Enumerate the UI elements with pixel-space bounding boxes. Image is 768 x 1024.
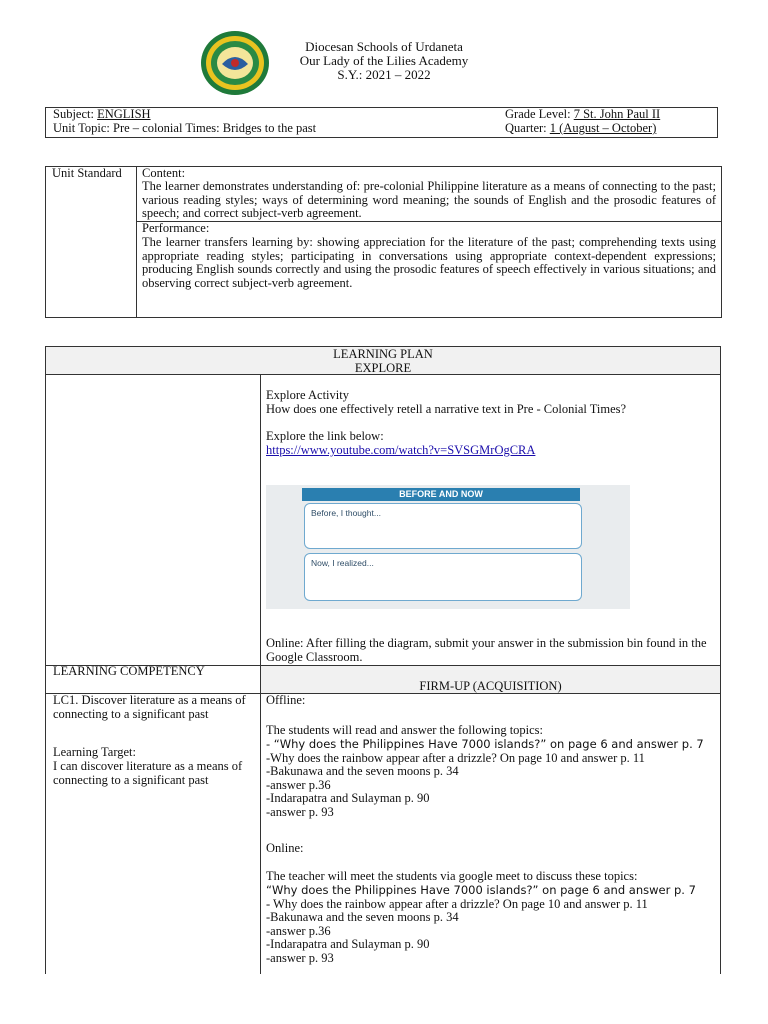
before-and-now-diagram [266,485,630,609]
unit-standard-label: Unit Standard [52,166,122,180]
quarter: Quarter: 1 (August – October) [505,121,657,135]
school-year: S.Y.: 2021 – 2022 [337,67,431,82]
academy-name: Our Lady of the Lilies Academy [299,53,469,68]
content-text: The learner demonstrates understanding of: pre-colonial Philippine literature as a means of connecting to the past; various reading styles; ways of determining word meaning; the sounds of English and the prosodic features of speech; and correct subject-verb agreement. [142,179,716,220]
before-thought-box[interactable]: Before, I thought... [304,503,582,549]
grade-value: 7 St. John Paul II [573,107,661,121]
explore-heading: EXPLORE [354,360,412,375]
list-item: - Why does the rainbow appear after a drizzle? On page 10 and answer p. 11 [266,896,648,911]
explore-activity: Explore Activity [266,388,349,402]
subject-line: Subject: ENGLISH [53,107,151,121]
explore-video-link[interactable]: https://www.youtube.com/watch?v=SVSGMrOgCRA [266,443,536,457]
offline-list [266,738,704,819]
explore-question: How does one effectively retell a narrative text in Pre - Colonial Times? [266,402,627,416]
online-intro: The teacher will meet the students via google meet to discuss these topics: [266,869,638,883]
performance-label: Performance: [142,221,210,235]
grade-level: Grade Level: 7 St. John Paul II [505,107,661,121]
list-item: -Bakunawa and the seven moons p. 34 [266,764,459,778]
diagram-title: BEFORE AND NOW [302,488,580,501]
list-item: -Indarapatra and Sulayman p. 90 [266,937,430,951]
learning-target-text: I can discover literature as a means of connecting to a significant past [53,759,243,787]
list-item: -Indarapatra and Sulayman p. 90 [266,791,430,805]
learning-competency-header: LEARNING COMPETENCY [53,664,205,678]
online-label: Online: [266,841,304,855]
online-submission-note: Online: After filling the diagram, submit your answer in the submission bin found in the Google Classroom. [266,636,707,664]
firm-up-header: FIRM-UP (ACQUISITION) [419,679,562,693]
performance-text: The learner transfers learning by: showing appreciation for the literature of the past; comprehending texts using appropriate reading styles; participating in conversations using appropriate context-dependent expressions; producing English sounds correctly and using the prosodic features of speech effectively in various situations; and observing correct subject-verb agreement. [142,235,716,290]
explore-link-label: Explore the link below: [266,429,384,443]
learning-plan-title: LEARNING PLAN EXPLORE [45,348,721,375]
online-list [266,884,696,965]
offline-intro: The students will read and answer the following topics: [266,723,544,737]
list-item: -answer p.36 [266,777,331,792]
list-item: -answer p. 93 [266,950,334,965]
list-item: -Bakunawa and the seven moons p. 34 [266,910,459,924]
school-name: Diocesan Schools of Urdaneta [305,39,463,54]
quarter-value: 1 (August – October) [549,121,657,135]
list-item: “Why does the Philippines Have 7000 islands?” on page 6 and answer p. 7 [266,883,696,897]
offline-label: Offline: [266,693,306,707]
learning-target-label: Learning Target: [53,745,137,759]
now-realized-box[interactable]: Now, I realized... [304,553,582,601]
content-label: Content: [142,166,186,180]
subject-value: ENGLISH [97,107,151,121]
unit-topic: Unit Topic: Pre – colonial Times: Bridges to the past [53,121,317,135]
list-item: -answer p.36 [266,923,331,938]
school-header [0,40,768,82]
list-item: -Why does the rainbow appear after a drizzle? On page 10 and answer p. 11 [266,750,645,765]
list-item: -answer p. 93 [266,804,334,819]
list-item: - “Why does the Philippines Have 7000 islands?” on page 6 and answer p. 7 [266,737,704,751]
lc1-text: LC1. Discover literature as a means of connecting to a significant past [53,693,246,721]
